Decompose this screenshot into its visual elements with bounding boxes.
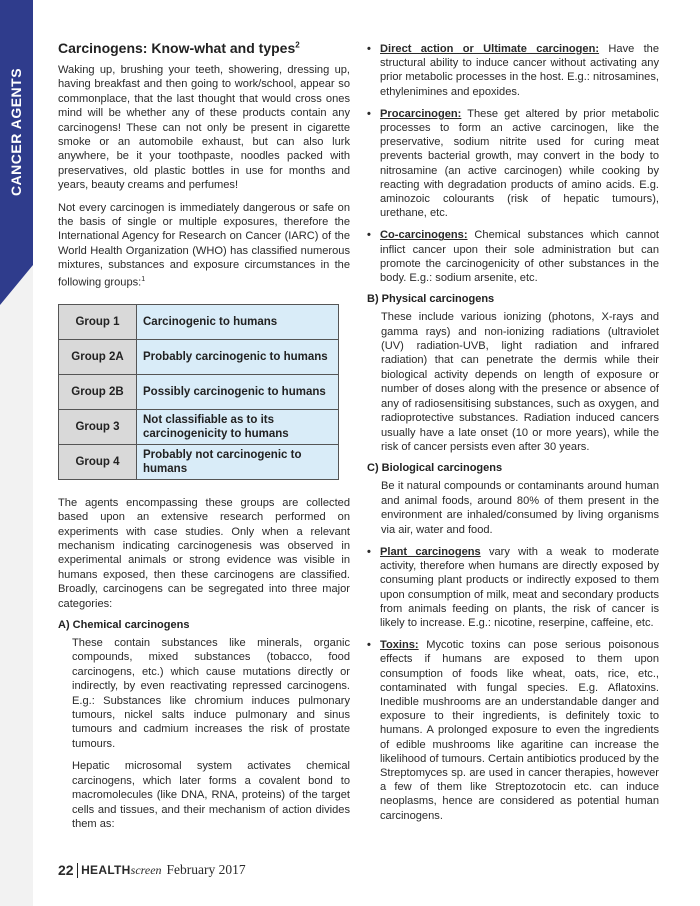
list-item: • Procarcinogen: These get altered by prior metabolic processes to form an active carcinogen, like the preservative, sodium nitrite used for curing meat prevents bacterial growth, may convert in the body to nitrosamine (an active carcinogen) while cooking by reacting with degradation products of amino acids. E.g. aminozoic colourants (risk of hepatic tumours), urethane, etc. [367,107,659,221]
magazine-logo-script: screen [130,862,162,877]
physical-paragraph: These include various ionizing (photons, X-rays and gamma rays) and non-ionizing radiations (ultraviolet (UV) radiation-UVB, light radiation and infrared radiation) that can penetrate the dermis while their biological activity depends on length of exposure or number of doses along with the presence or absence of any of radiosensitising substances, such as oxygen, and radioprotective substances. Radiation induced cancers usually have a late onset (10 or more years), while the risk of cancer persists even after 30 years. [381,311,659,453]
group-cell: Group 2A [59,339,137,374]
iarc-paragraph: Not every carcinogen is immediately dangerous or safe on the basis of single or multiple exposures, therefore the International Agency for Research on Cancer (IARC) of the World Health Organization (WHO) has classified numerous mixtures, substances and exposure circumstances in the following groups:$^1$ [58,201,350,289]
group-cell: Group 2B [59,374,137,409]
biological-heading: C) Biological carcinogens [367,462,503,475]
chemical-paragraph: These contain substances like minerals, organic compounds, mixed substances (tobacco, food carcinogens, etc.) which cause mutations directly or indirectly, by even reactivating repressed carcinogens. E.g.: Substances like chromium induces pulmonary tumours, nickel salts induce pulmonary and sinus tumours and cadmium increases the risk of prostate tumours. [72,637,350,750]
group-cell: Group 1 [59,304,137,339]
article-title: Carcinogens: Know-what and types$^2$ [58,40,300,56]
list-item: • Plant carcinogens vary with a weak to moderate activity, therefore when humans are directly exposed by consuming plant products or indirectly exposed to them upon consumption of milk, meat and secondary products from animals feeding on plants, the risk of cancer is likely to increase. E.g.: nicotine, reserpine, caffeine, etc. [367,545,659,630]
section-label: CANCER AGENTS [8,67,24,197]
table-row [59,409,339,444]
group-description: Probably not carcinogenic to humans [137,444,339,479]
list-item: • Direct action or Ultimate carcinogen: Have the structural ability to induce cancer without activating any prior metabolic processes in the host. E.g.: nitrosamines, ethylenimines and epoxides. [367,42,659,99]
hepatic-paragraph: Hepatic microsomal system activates chemical carcinogens, which later forms a covalent bond to macromolecules (like DNA, RNA, proteins) of the target cells and tissues, and their mechanism of action divides them as: [72,760,350,830]
group-description: Not classifiable as to its carcinogenicity to humans [137,409,339,444]
table-row [59,374,339,409]
left-column [58,40,350,839]
chemical-heading: A) Chemical carcinogens [58,619,190,632]
page-footer [58,862,246,878]
iarc-groups-table [58,304,339,480]
physical-heading: B) Physical carcinogens [367,293,495,306]
categories-paragraph: The agents encompassing these groups are collected based upon an extensive research performed on experiments with case studies. Only when a relevant mechanism indicating carcinogenesis was observed in experimental animals or strong evidence was visible in humans exposed, then these carcinogens are classified. Broadly, carcinogens can be segregated into three major categories: [58,496,350,610]
intro-paragraph: Waking up, brushing your teeth, showering, dressing up, having breakfast and then going to work/school, appear so commonplace, that the last thought that would cross ones mind will be whether any of these products contain any carcinogens! These can not only be present in cigarette smoke or an automobile exhaust, but can also lurk anywhere, be it your toothpaste, noodles packed with preservatives, old plastic bottles in use for months and years, beauty creams and perfumes! [58,64,350,192]
group-cell: Group 3 [59,409,137,444]
issue-date: February 2017 [166,862,246,877]
list-item: • Toxins: Mycotic toxins can pose serious poisonous effects if humans are exposed to them upon consumption of foods like wheat, oats, rice, etc., contaminated with fungal species. E.g. Aflatoxins. Inedible mushrooms are an understandable danger and exposure to their ingredients, is definitely toxic to humans. A prolonged exposure to even the ingredients of edible mushrooms like agaritine can increase the likelihood of tumours. Certain antibiotics produced by the Streptomyces sp. are used in cancer therapies, however a few of them like Streptozotocin etc. can induce neoplasms, hence are considered as potential human carcinogens. [367,638,659,823]
bullet-term: Plant carcinogens [380,545,481,558]
bullet-term: Direct action or Ultimate carcinogen: [380,43,600,55]
right-column [367,42,659,831]
bullet-term: Procarcinogen: [380,107,462,120]
magazine-logo: HEALTH [81,863,131,877]
table-row [59,304,339,339]
table-row [59,444,339,479]
section-tab-arrow [0,265,33,305]
table-row [59,339,339,374]
biological-paragraph: Be it natural compounds or contaminants around human and animal foods, around 80% of them present in the environment are inhaled/consumed by living organisms via air, water and food. [381,480,659,536]
group-description: Possibly carcinogenic to humans [137,374,339,409]
group-description: Probably carcinogenic to humans [137,339,339,374]
group-description: Carcinogenic to humans [137,304,339,339]
page-number: 22 [58,862,74,878]
list-item: • Co-carcinogens: Chemical substances which cannot inflict cancer upon their sole administration but can promote the carcinogenicity of other substances in the body. E.g.: sodium arsenite, etc. [367,228,659,285]
bullet-term: Co-carcinogens: [380,229,468,242]
group-cell: Group 4 [59,444,137,479]
footer-divider [77,863,79,878]
bullet-term: Toxins: [380,639,419,652]
